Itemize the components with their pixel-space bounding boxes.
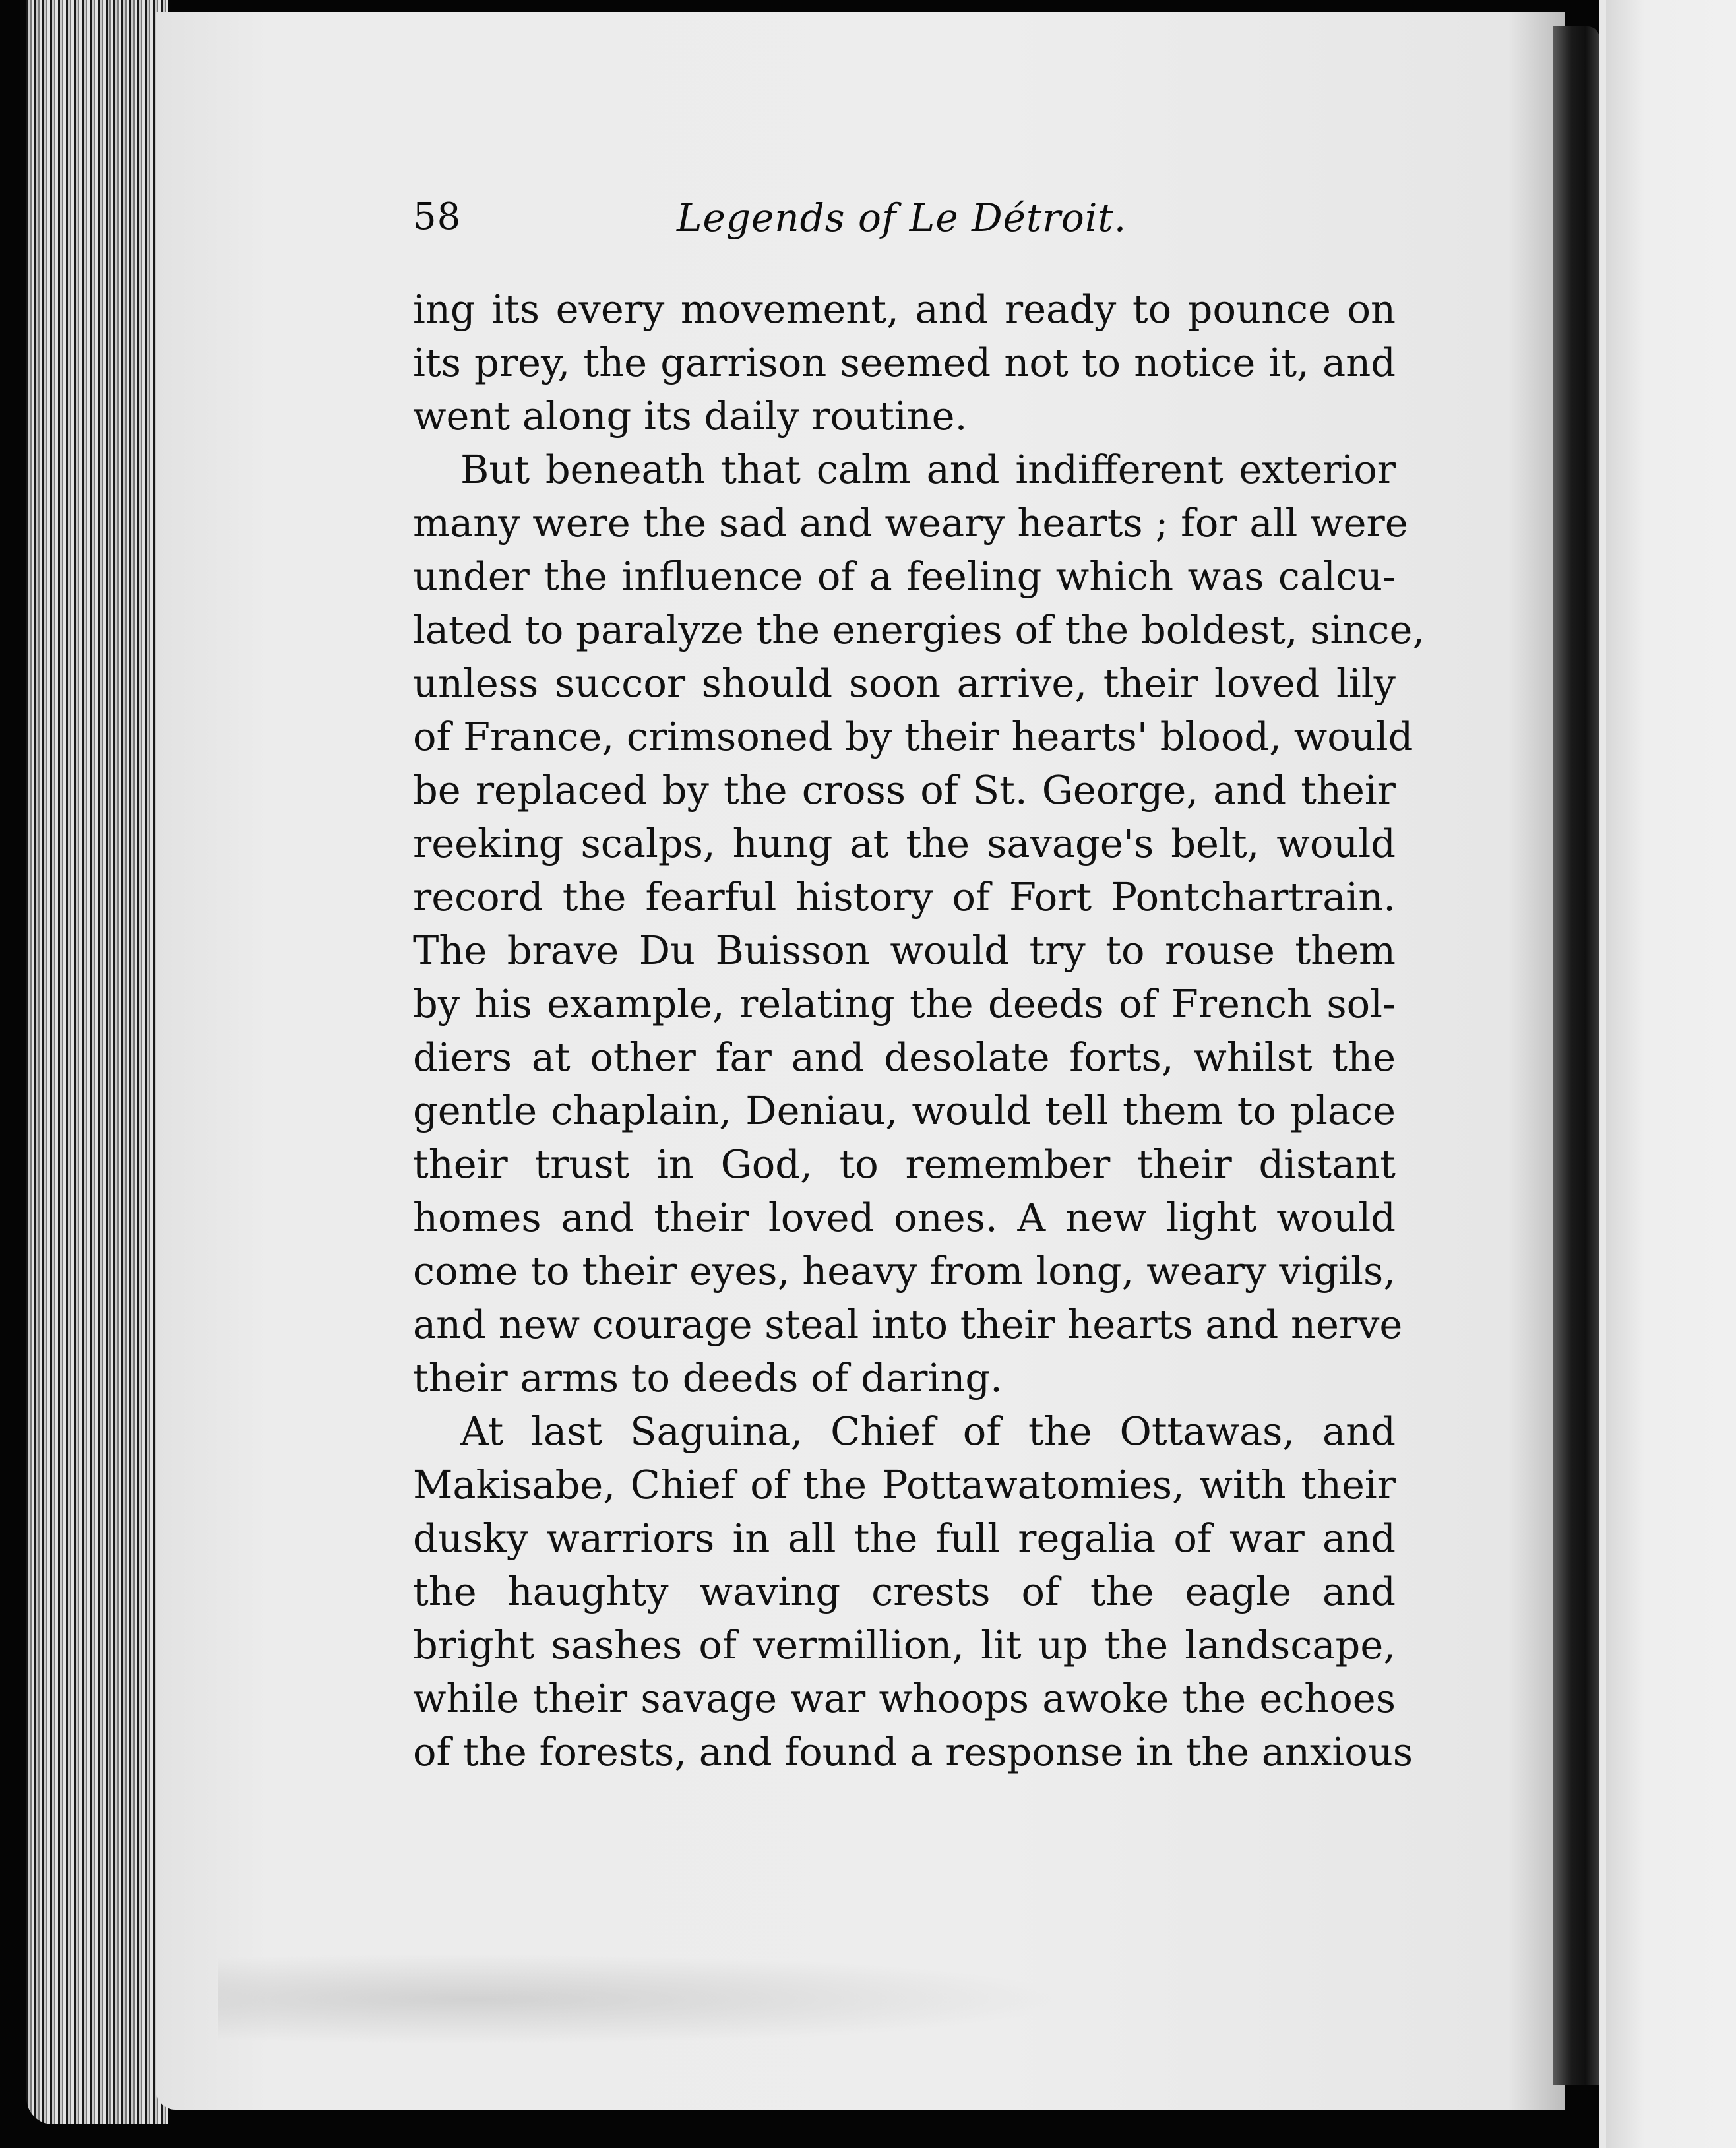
text-line: unless succor should soon arrive, their loved lily <box>413 660 1396 706</box>
text-line: ing its every movement, and ready to pounce on <box>413 286 1396 332</box>
text-line: lated to paralyze the energies of the boldest, since, <box>413 607 1425 652</box>
text-line: by his example, relating the deeds of French sol- <box>413 981 1396 1027</box>
text-line: many were the sad and weary hearts ; for all were <box>413 500 1408 546</box>
text-line: their arms to deeds of daring. <box>413 1355 1003 1401</box>
facing-page-edge <box>1606 0 1736 2148</box>
text-line: and new courage steal into their hearts and nerve <box>413 1302 1403 1347</box>
text-line: homes and their loved ones. A new light would <box>413 1195 1396 1240</box>
text-line: under the influence of a feeling which was calcu- <box>413 553 1396 599</box>
gutter-edge <box>1599 0 1606 2148</box>
body-text <box>413 282 1425 1779</box>
text-line: gentle chaplain, Deniau, would tell them to place <box>413 1088 1396 1133</box>
text-line: record the fearful history of Fort Pontchartrain. <box>413 874 1396 920</box>
page-number: 58 <box>413 195 462 238</box>
page-edges <box>26 0 168 2124</box>
text-line: Makisabe, Chief of the Pottawatomies, with their <box>413 1462 1396 1507</box>
text-line: of France, crimsoned by their hearts' blood, would <box>413 714 1413 759</box>
page-header <box>413 195 1396 255</box>
text-line: At last Saguina, Chief of the Ottawas, and <box>460 1408 1396 1454</box>
text-line: their trust in God, to remember their distant <box>413 1141 1396 1187</box>
text-line: come to their eyes, heavy from long, weary vigils, <box>413 1248 1396 1294</box>
running-title: Legends of Le Détroit. <box>677 195 1127 240</box>
text-line: its prey, the garrison seemed not to notice it, and <box>413 340 1396 385</box>
text-line: be replaced by the cross of St. George, and their <box>413 767 1396 813</box>
paper-smudge <box>218 1953 1075 2045</box>
text-line: But beneath that calm and indifferent exterior <box>460 447 1396 492</box>
text-line: of the forests, and found a response in the anxious <box>413 1729 1413 1775</box>
text-line: went along its daily routine. <box>413 393 968 439</box>
text-line: diers at other far and desolate forts, whilst the <box>413 1034 1396 1080</box>
text-line: The brave Du Buisson would try to rouse them <box>413 928 1396 973</box>
text-line: bright sashes of vermillion, lit up the landscape, <box>413 1622 1396 1668</box>
text-line: reeking scalps, hung at the savage's belt, would <box>413 821 1396 866</box>
text-line: dusky warriors in all the full regalia of war and <box>413 1515 1396 1561</box>
text-line: the haughty waving crests of the eagle and <box>413 1569 1396 1614</box>
binding-gutter <box>1553 26 1599 2085</box>
text-line: while their savage war whoops awoke the echoes <box>413 1676 1396 1721</box>
